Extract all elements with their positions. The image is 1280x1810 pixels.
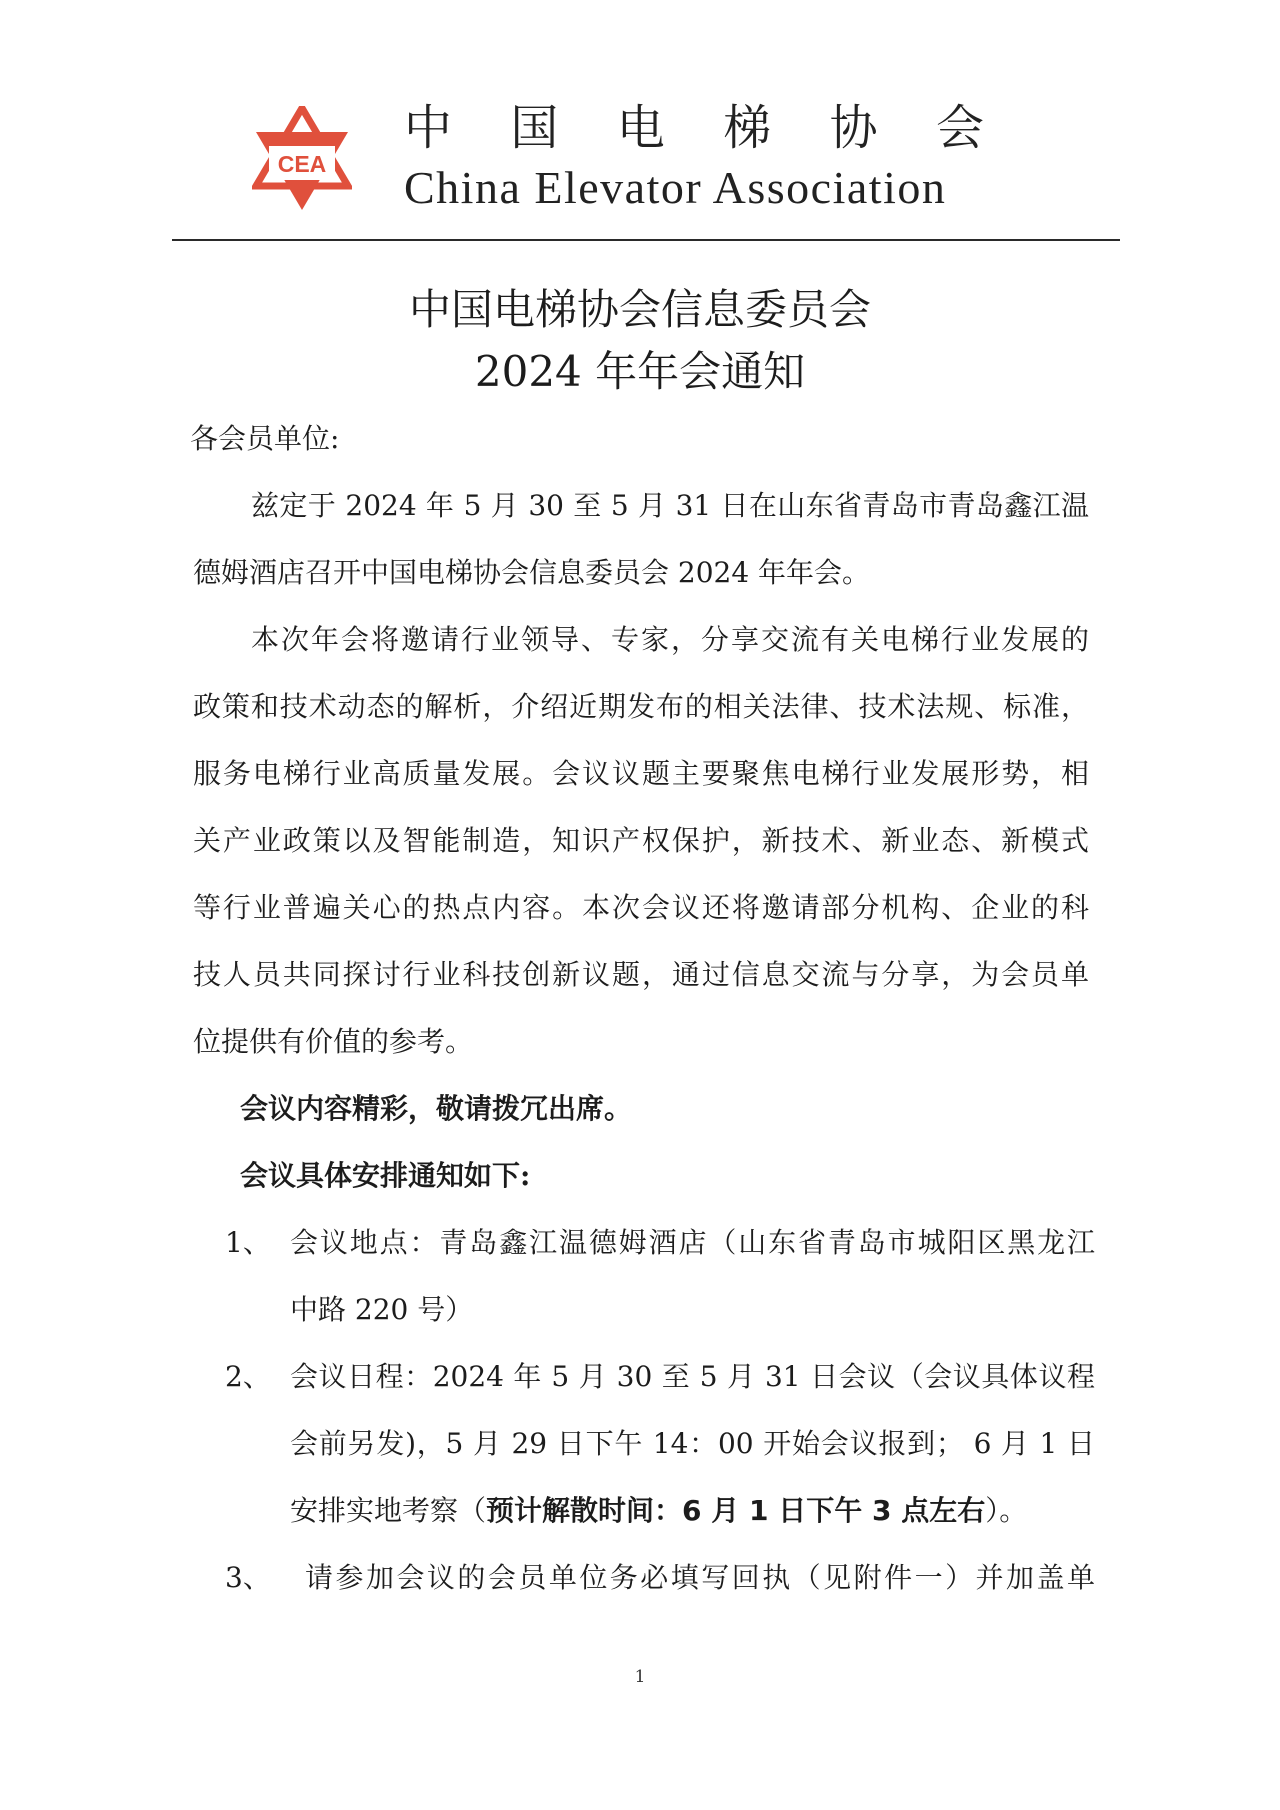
org-name-char: 中 — [404, 100, 453, 156]
org-name-char: 电 — [616, 100, 665, 156]
dismissal-time-note: 预计解散时间：6 月 1 日下午 3 点左右 — [486, 1494, 986, 1527]
list-item-number: 1、 — [225, 1226, 271, 1259]
paragraph-2-line: 等行业普遍关心的热点内容。本次会议还将邀请部分机构、企业的科 — [193, 891, 1089, 924]
list-item-line: 请参加会议的会员单位务必填写回执（见附件一）并加盖单 — [305, 1561, 1095, 1594]
paragraph-1-line: 兹定于 2024 年 5 月 30 至 5 月 31 日在山东省青岛市青岛鑫江温 — [251, 489, 1089, 522]
list-item-line: 会议地点：青岛鑫江温德姆酒店（山东省青岛市城阳区黑龙江 — [290, 1226, 1095, 1259]
paragraph-2-line: 技人员共同探讨行业科技创新议题，通过信息交流与分享，为会员单 — [193, 958, 1089, 991]
list-item-line: 会议日程：2024 年 5 月 30 至 5 月 31 日会议（会议具体议程 — [290, 1360, 1095, 1393]
arrangement-intro: 会议具体安排通知如下: — [240, 1159, 531, 1192]
page-number: 1 — [634, 1667, 646, 1687]
org-name-en: China Elevator Association — [404, 162, 947, 213]
salutation: 各会员单位: — [190, 422, 340, 455]
paragraph-2-line: 政策和技术动态的解析，介绍近期发布的相关法律、技术法规、标准， — [193, 690, 1089, 723]
paragraph-2-line: 位提供有价值的参考。 — [193, 1025, 474, 1058]
list-item-number: 3、 — [225, 1561, 271, 1594]
notice-title-line-2: 2024 年年会通知 — [474, 347, 806, 396]
org-name-char: 梯 — [723, 100, 772, 156]
list-item-number: 2、 — [225, 1360, 271, 1393]
list-item-line: 中路 220 号） — [290, 1293, 474, 1326]
schedule-note-text: 安排实地考察（ — [290, 1494, 487, 1527]
org-name-cn — [404, 98, 984, 158]
org-name-char: 会 — [935, 100, 984, 156]
cea-logo-icon — [252, 106, 352, 212]
notice-title-line-1: 中国电梯协会信息委员会 — [408, 285, 871, 334]
logo-text: CEA — [277, 151, 327, 177]
letterhead-divider — [172, 239, 1120, 241]
invitation-line: 会议内容精彩，敬请拨冗出席。 — [240, 1092, 633, 1125]
list-item-line — [290, 1492, 1095, 1530]
list-item-line: 会前另发)，5 月 29 日下午 14：00 开始会议报到； 6 月 1 日 — [290, 1427, 1095, 1460]
schedule-note-end: ）。 — [985, 1494, 1028, 1527]
paragraph-2-line: 本次年会将邀请行业领导、专家，分享交流有关电梯行业发展的 — [251, 623, 1089, 656]
org-name-char: 国 — [510, 100, 559, 156]
org-name-char: 协 — [829, 100, 878, 156]
paragraph-2-line: 关产业政策以及智能制造，知识产权保护，新技术、新业态、新模式 — [193, 824, 1089, 857]
paragraph-2-line: 服务电梯行业高质量发展。会议议题主要聚焦电梯行业发展形势，相 — [193, 757, 1089, 790]
paragraph-1-line: 德姆酒店召开中国电梯协会信息委员会 2024 年年会。 — [193, 556, 871, 589]
